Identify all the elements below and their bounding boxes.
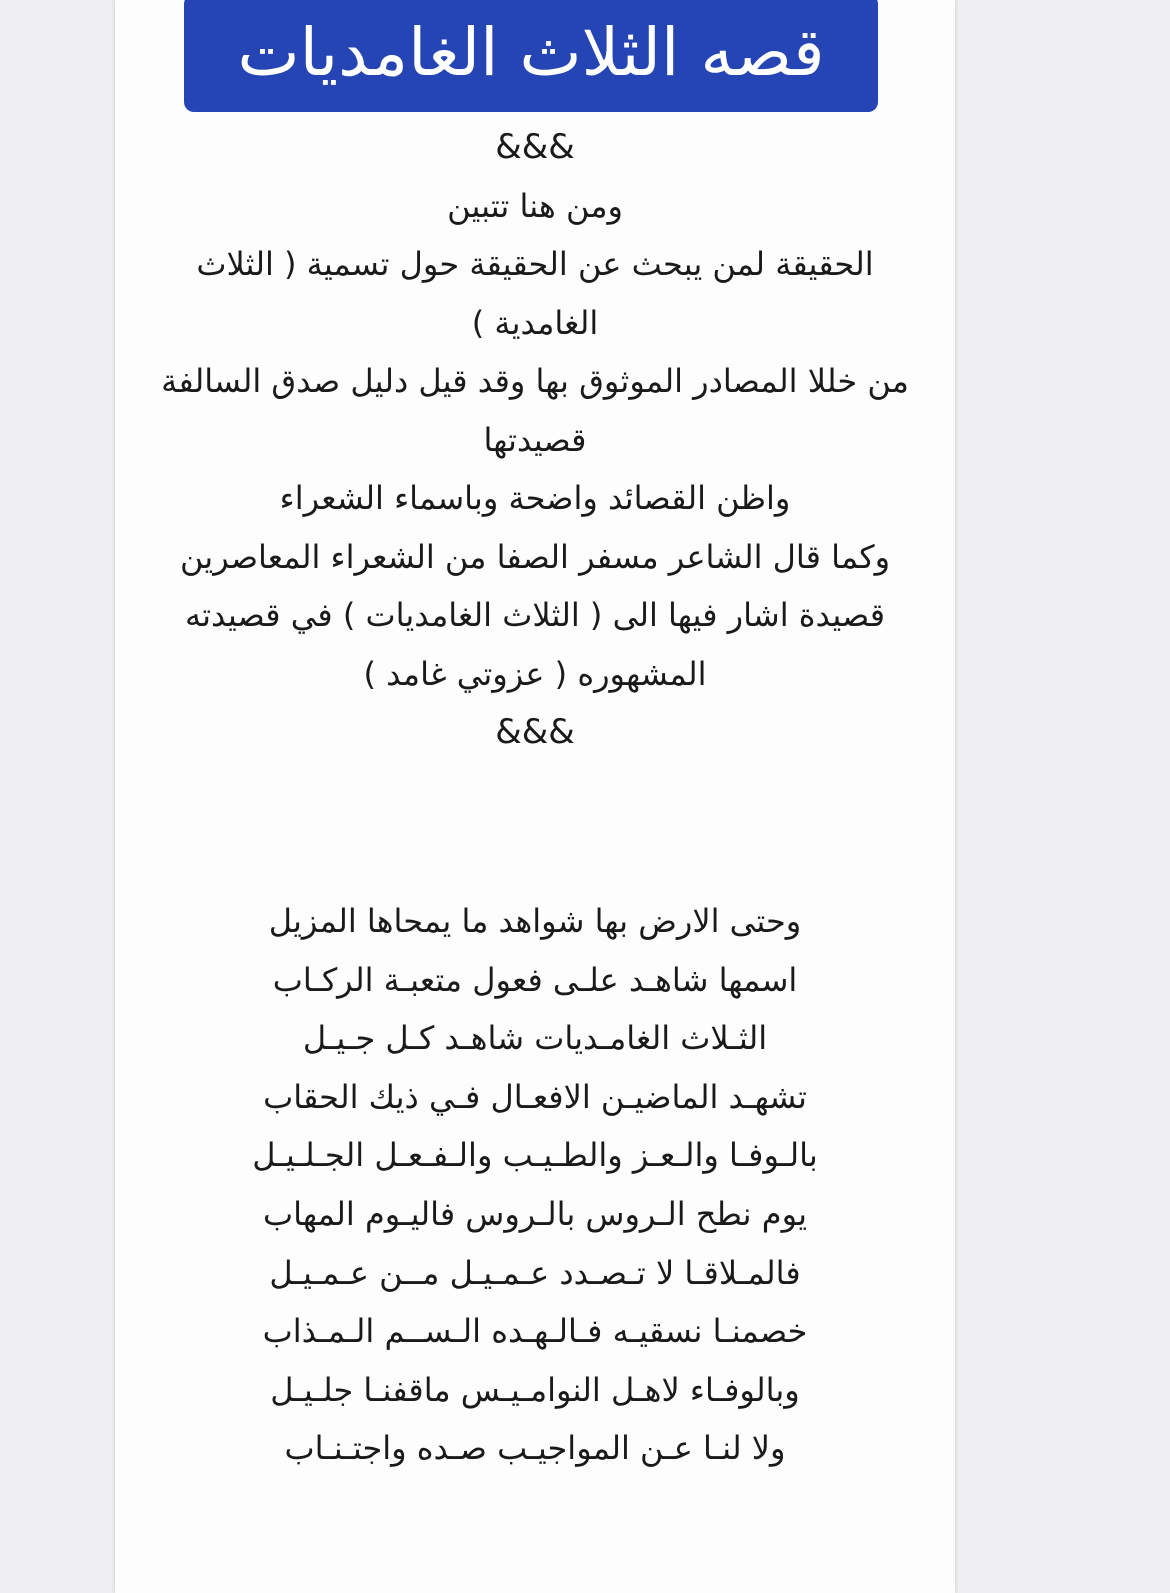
intro-line: قصيدتها bbox=[483, 420, 587, 459]
intro-line: ومن هنا تتبين bbox=[447, 186, 623, 225]
poem-line: بالـوفـا والـعـز والطـيـب والـفـعـل الجـلـيـل bbox=[252, 1136, 818, 1175]
poem bbox=[115, 892, 955, 1478]
poem-line: الثـلاث الغامـديات شاهـد كـل جـيـل bbox=[302, 1019, 768, 1058]
poem-line: تشهـد الماضيـن الافعـال فـي ذيك الحقاب bbox=[263, 1077, 807, 1116]
intro-line: الحقيقة لمن يبحث عن الحقيقة حول تسمية ( الثلاث bbox=[196, 245, 874, 283]
intro-paragraph bbox=[115, 118, 955, 762]
intro-line: المشهوره ( عزوتي غامد ) bbox=[363, 654, 707, 693]
poem-line: فالمـلاقـا لا تـصـدد عـمـيـل مــن عـمـيـل bbox=[269, 1253, 801, 1292]
poem-line: ولا لنـا عـن المواجيـب صـده واجتـنـاب bbox=[284, 1429, 786, 1468]
title-banner bbox=[184, 0, 878, 112]
poem-line: وحتى الارض بها شواهد ما يمحاها المزيل bbox=[268, 902, 802, 940]
intro-line: قصيدة اشار فيها الى ( الثلاث الغامديات ) في قصيدته bbox=[184, 596, 886, 634]
intro-line: واظن القصائد واضحة وباسماء الشعراء bbox=[279, 479, 791, 517]
poem-line: يوم نطح الـروس بالـروس فاليـوم المهاب bbox=[263, 1194, 807, 1233]
poem-line: خصمنـا نسقيـه فـالـهـده الـســم الـمـذاب bbox=[262, 1312, 808, 1351]
document-page bbox=[115, 0, 955, 1593]
separator-bottom: &&& bbox=[495, 712, 575, 752]
page-title: قصه الثلاث الغامديات bbox=[237, 14, 825, 91]
intro-line: من خللا المصادر الموثوق بها وقد قيل دليل صدق السالفة bbox=[161, 362, 909, 400]
intro-line: وكما قال الشاعر مسفر الصفا من الشعراء المعاصرين bbox=[179, 537, 891, 576]
intro-line: الغامدية ) bbox=[471, 303, 599, 342]
poem-line: اسمها شاهـد علـى فعول متعبـة الركـاب bbox=[272, 960, 798, 999]
separator-top: &&& bbox=[495, 127, 575, 167]
poem-line: وبالوفـاء لاهـل النوامـيـس ماقفنـا جلـيـل bbox=[270, 1370, 800, 1409]
